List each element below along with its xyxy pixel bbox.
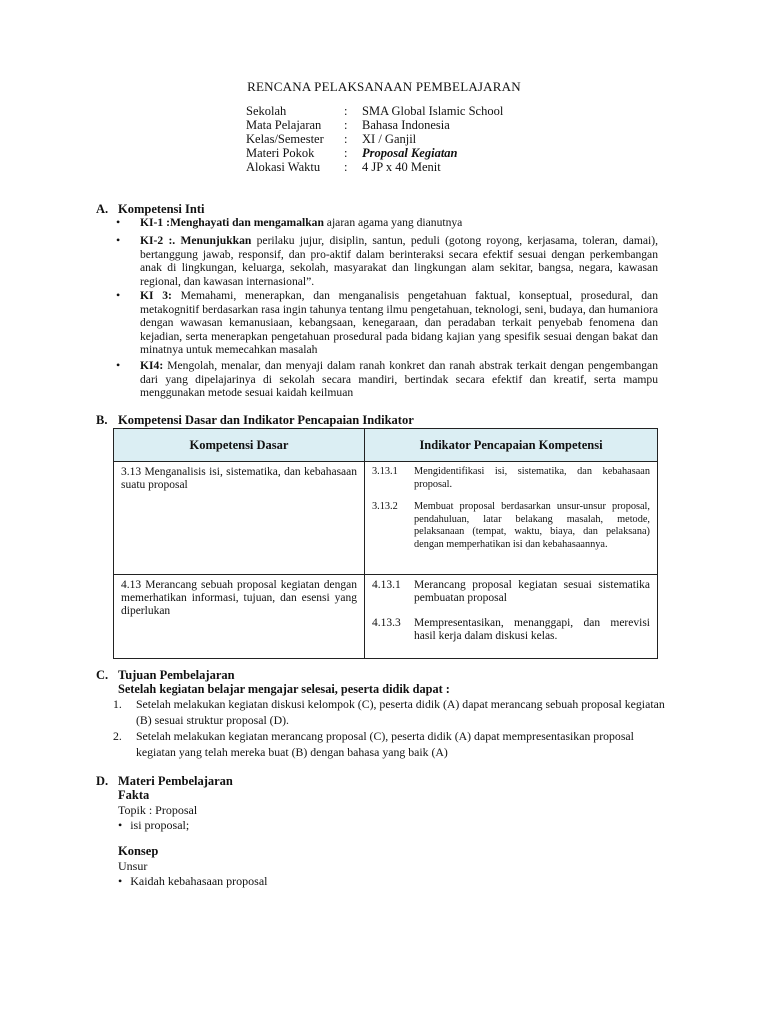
bullet-icon: •: [116, 233, 121, 247]
info-label: Alokasi Waktu: [246, 160, 321, 174]
info-row-topic: [246, 146, 503, 160]
info-value: Proposal Kegiatan: [362, 146, 458, 160]
indicator-number: 4.13.1: [372, 579, 401, 591]
konsep-sub: Unsur: [118, 859, 148, 873]
section-a-heading: [96, 202, 204, 217]
section-b-heading: [96, 413, 414, 428]
section-letter: B.: [96, 413, 108, 427]
column-header: Kompetensi Dasar: [114, 429, 365, 462]
info-label: Sekolah: [246, 104, 287, 118]
indicator-cell: [365, 462, 658, 575]
item-text: Setelah melakukan kegiatan merancang proposal (C), peserta didik (A) dapat mempresentasikan proposal kegiatan yang telah mereka buat (B) dengan bahasa yang baik (A): [136, 729, 634, 759]
fakta-item: [118, 818, 189, 833]
table-row: [114, 462, 658, 575]
item-text: Setelah melakukan kegiatan diskusi kelompok (C), peserta didik (A) dapat merancang sebuah proposal kegiatan (B) sesuai struktur proposal (D).: [136, 697, 665, 727]
objective-item-1: [113, 696, 673, 728]
indicator-cell: [365, 575, 658, 659]
ki-item-4: [118, 359, 658, 400]
document-title: RENCANA PELAKSANAAN PEMBELAJARAN: [247, 79, 521, 94]
kd-cell: [114, 462, 365, 575]
indicator-item: [372, 501, 650, 551]
info-colon: :: [344, 146, 348, 160]
ki-item-1: [118, 216, 658, 230]
item-number: 2.: [113, 729, 122, 743]
indicator-text: Mempresentasikan, menanggapi, dan merevisi hasil kerja dalam diskusi kelas.: [414, 617, 650, 642]
bullet-icon: •: [118, 818, 123, 832]
konsep-item-text: Kaidah kebahasaan proposal: [130, 874, 268, 888]
info-colon: :: [344, 104, 348, 118]
konsep-item: [118, 874, 267, 889]
kd-text: 3.13 Menganalisis isi, sistematika, dan kebahasaan suatu proposal: [121, 466, 357, 491]
table-header-row: [114, 429, 658, 462]
section-title: Tujuan Pembelajaran: [118, 668, 235, 682]
kd-text: 4.13 Merancang sebuah proposal kegiatan dengan memerhatikan informasi, tujuan, dan esensi yang diperlukan: [121, 579, 357, 617]
ki-label: KI4:: [140, 359, 164, 372]
info-label: Kelas/Semester: [246, 132, 324, 146]
indicator-number: 3.13.2: [372, 501, 398, 512]
section-title: Kompetensi Inti: [118, 202, 205, 216]
section-d-heading: [96, 774, 233, 789]
konsep-label: Konsep: [118, 844, 159, 858]
indicator-number: 3.13.1: [372, 466, 398, 477]
ki-text: Memahami, menerapkan, dan menganalisis pengetahuan faktual, konseptual, prosedural, dan metakognitif berdasarkan rasa ingin tahunya tentang ilmu pengetahuan, teknologi, seni, budaya, dan humaniora dengan wawasan kemanusiaan, kebangsaan, kenegaraan, dan peradaban terkait penyebab fenomena dan kejadian, serta menerapkan pengetahuan prosedural pada bidang kajian yang spesifik sesuai dengan bakat dan minatnya untuk memecahkan masalah: [140, 289, 658, 357]
column-header: Indikator Pencapaian Kompetensi: [365, 429, 658, 462]
bullet-icon: •: [118, 874, 123, 888]
kd-cell: [114, 575, 365, 659]
ki-item-2: [118, 234, 658, 288]
objective-item-2: [113, 728, 673, 760]
ki-label: KI-1 :Menghayati dan mengamalkan: [140, 216, 324, 229]
section-title: Materi Pembelajaran: [118, 774, 233, 788]
objective-intro: Setelah kegiatan belajar mengajar selesai, peserta didik dapat :: [118, 682, 450, 696]
ki-label: KI 3:: [140, 289, 172, 302]
ki-label: KI-2 :. Menunjukkan: [140, 234, 252, 247]
info-value: XI / Ganjil: [362, 132, 417, 146]
info-value: Bahasa Indonesia: [362, 118, 450, 132]
info-row-class: [246, 132, 503, 146]
indicator-number: 4.13.3: [372, 617, 401, 629]
ki-text: ajaran agama yang dianutnya: [323, 216, 463, 229]
info-label: Materi Pokok: [246, 146, 315, 160]
info-row-subject: [246, 118, 503, 132]
indicator-item: [372, 579, 650, 605]
ki-item-3: [118, 289, 658, 357]
section-letter: A.: [96, 202, 109, 216]
indicator-item: [372, 466, 650, 491]
section-title: Kompetensi Dasar dan Indikator Pencapaian Indikator: [118, 413, 414, 427]
section-letter: C.: [96, 668, 109, 682]
ki-text: perilaku jujur, disiplin, santun, peduli (gotong royong, kerjasama, toleran, damai), bertanggung jawab, responsif, dan pro-aktif dalam berinteraksi secara efektif sesuai dengan perkembangan anak di lingkungan, keluarga, sekolah, masyarakat dan lingkungan alam sekitar, bangsa, negara, kawasan regional, dan kawasan internasional”.: [140, 234, 658, 288]
fakta-item-text: isi proposal;: [130, 818, 190, 832]
lesson-info: [246, 104, 503, 174]
info-colon: :: [344, 132, 348, 146]
info-row-school: [246, 104, 503, 118]
info-row-time: [246, 160, 503, 174]
bullet-icon: •: [116, 358, 121, 372]
indicator-item: [372, 617, 650, 643]
info-colon: :: [344, 160, 348, 174]
info-label: Mata Pelajaran: [246, 118, 322, 132]
table-row: [114, 575, 658, 659]
info-colon: :: [344, 118, 348, 132]
ki-text: Mengolah, menalar, dan menyaji dalam ranah konkret dan ranah abstrak terkait dengan pengembangan dari yang dipelajarinya di sekolah secara mandiri, bertindak secara efektif dan kreatif, serta mampu menggunakan metode sesuai kaidah keilmuan: [140, 359, 658, 400]
info-value: 4 JP x 40 Menit: [362, 160, 441, 174]
bullet-icon: •: [116, 215, 121, 229]
indicator-text: Merancang proposal kegiatan sesuai sistematika pembuatan proposal: [414, 579, 650, 604]
info-value: SMA Global Islamic School: [362, 104, 504, 118]
item-number: 1.: [113, 697, 122, 711]
competency-table: [113, 428, 658, 659]
section-c-heading: [96, 668, 235, 683]
fakta-label: Fakta: [118, 788, 150, 802]
fakta-topic: Topik : Proposal: [118, 803, 198, 817]
indicator-text: Mengidentifikasi isi, sistematika, dan kebahasaan proposal.: [414, 466, 650, 490]
section-letter: D.: [96, 774, 109, 788]
bullet-icon: •: [116, 288, 121, 302]
indicator-text: Membuat proposal berdasarkan unsur-unsur proposal, pendahuluan, latar belakang masalah, metode, pelaksanaan (tempat, waktu, biaya, dan pelaksana) dengan memperhatikan isi dan kebahasaannya.: [414, 501, 650, 550]
